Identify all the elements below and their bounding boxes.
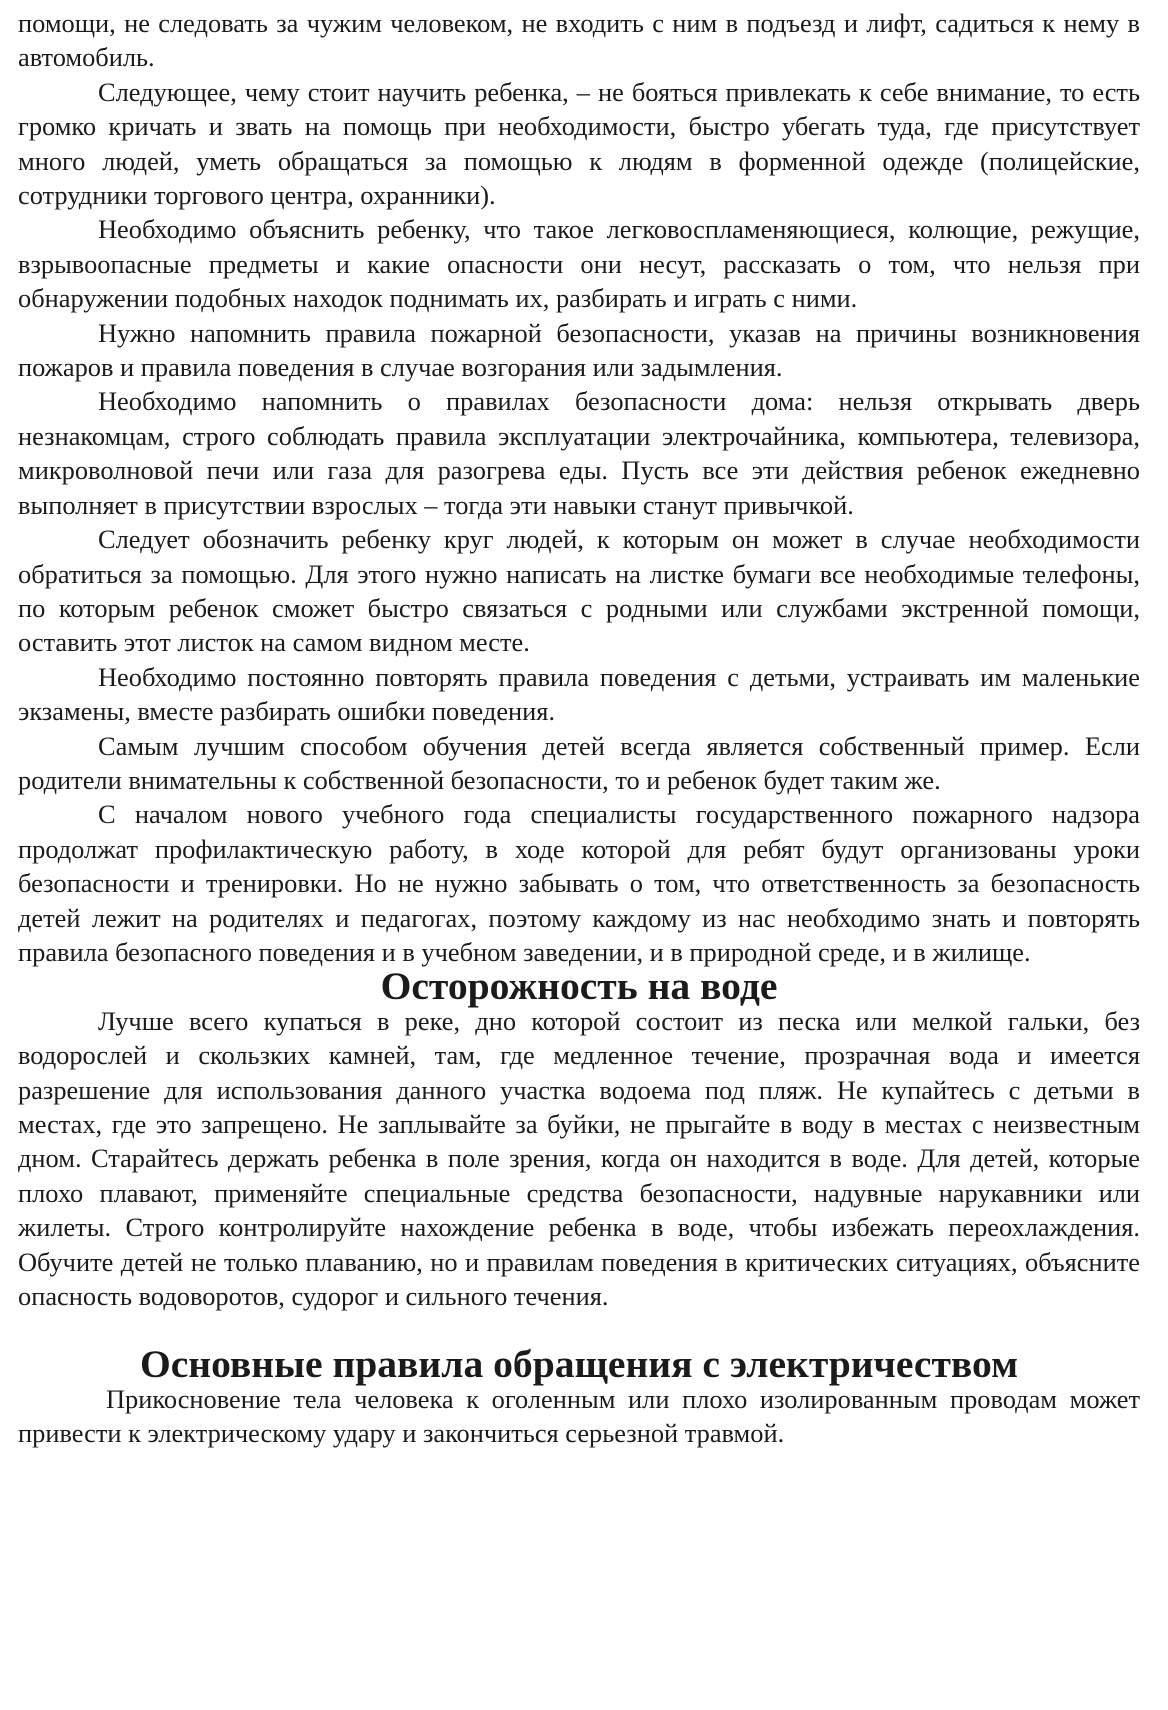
heading-electricity-rules: Основные правила обращения с электричеством — [139, 1342, 1019, 1387]
paragraph-repeat-rules: Необходимо постоянно повторять правила поведения с детьми, устраивать им маленькие экзамены, вместе разбирать ошибки поведения. — [18, 661, 1140, 727]
paragraph-fire-safety: Нужно напомнить правила пожарной безопасности, указав на причины возникновения пожаров и правила поведения в случае возгорания или задымления. — [18, 317, 1140, 383]
paragraph-contacts: Следует обозначить ребенку круг людей, к которым он может в случае необходимости обратиться за помощью. Для этого нужно написать на листке бумаги все необходимые телефоны, по которым ребенок сможет быстро связаться с родными или службами экстренной помощи, оставить этот листок на самом видном месте. — [18, 524, 1140, 658]
paragraph-own-example: Самым лучшим способом обучения детей всегда является собственный пример. Если родители внимательны к собственной безопасности, то и ребенок будет таким же. — [18, 730, 1140, 795]
paragraph-home-safety: Необходимо напомнить о правилах безопасности дома: нельзя открывать дверь незнакомцам, строго соблюдать правила эксплуатации электрочайника, компьютера, телевизора, микроволновой печи или газа для разогрева еды. Пусть все эти действия ребенок ежедневно выполняет в присутствии взрослых – тогда эти навыки станут привычкой. — [18, 386, 1140, 520]
paragraph-school-year: С началом нового учебного года специалисты государственного пожарного надзора продолжат профилактическую работу, в ходе которой для ребят будут организованы уроки безопасности и тренировки. Но не нужно забывать о том, что ответственность за безопасность детей лежит на родителях и педагогах, поэтому каждому из нас необходимо знать и повторять правила безопасного поведения и в учебном заведении, и в природной среде, и в жилище. — [18, 799, 1140, 967]
paragraph-water-safety: Лучше всего купаться в реке, дно которой состоит из песка или мелкой гальки, без водорослей и скользких камней, там, где медленное течение, прозрачная вода и имеется разрешение для использования данного участка водоема под пляж. Не купайтесь с детьми в местах, где это запрещено. Не заплывайте за буйки, не прыгайте в воду в местах с неизвестным дном. Старайтесь держать ребенка в поле зрения, когда он находится в воде. Для детей, которые плохо плавают, применяйте специальные средства безопасности, надувные нарукавники или жилеты. Строго контролируйте нахождение ребенка в воде, чтобы избежать переохлаждения. Обучите детей не только плаванию, но и правилам поведения в критических ситуациях, объясните опасность водоворотов, судорог и сильного течения. — [18, 1005, 1140, 1312]
paragraph-dangerous-items: Необходимо объяснить ребенку, что такое легковоспламеняющиеся, колющие, режущие, взрывоопасные предметы и какие опасности они несут, рассказать о том, что нельзя при обнаружении подобных находок поднимать их, разбирать и играть с ними. — [18, 214, 1140, 314]
document-page — [18, 6, 1140, 1451]
paragraph-continuation: помощи, не следовать за чужим человеком, не входить с ним в подъезд и лифт, садиться к нему в автомобиль. — [18, 8, 1140, 73]
paragraph-attention: Следующее, чему стоит научить ребенка, – не бояться привлекать к себе внимание, то есть громко кричать и звать на помощь при необходимости, быстро убегать туда, где присутствует много людей, уметь обращаться за помощью к людям в форменной одежде (полицейские, сотрудники торгового центра, охранники). — [18, 76, 1140, 211]
heading-water-safety: Осторожность на воде — [380, 964, 778, 1009]
paragraph-electricity: Прикосновение тела человека к оголенным или плохо изолированным проводам может привести к электрическому удару и закончиться серьезной травмой. — [18, 1383, 1140, 1449]
